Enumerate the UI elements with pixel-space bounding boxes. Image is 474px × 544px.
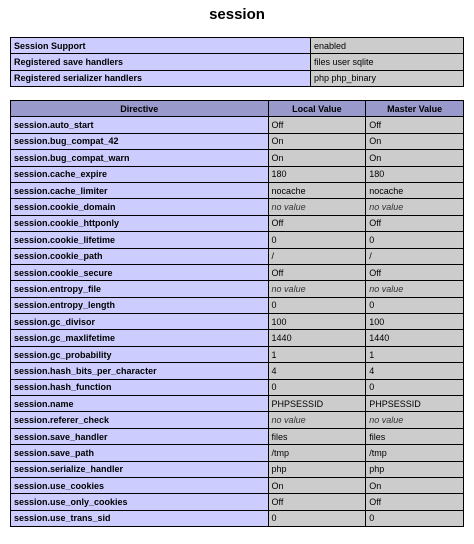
- local-value: 0: [268, 510, 366, 526]
- local-value: On: [268, 150, 366, 166]
- directive-name: session.serialize_handler: [11, 461, 269, 477]
- directive-name: session.name: [11, 396, 269, 412]
- directive-name: session.cookie_domain: [11, 199, 269, 215]
- table-row: [11, 281, 464, 297]
- table-row: [11, 215, 464, 231]
- table-row: [11, 346, 464, 362]
- directive-name: session.save_handler: [11, 428, 269, 444]
- master-value: On: [366, 477, 464, 493]
- local-value: PHPSESSID: [268, 396, 366, 412]
- directive-name: session.bug_compat_42: [11, 133, 269, 149]
- table-row: [11, 445, 464, 461]
- local-value: no value: [268, 412, 366, 428]
- table-row: [11, 461, 464, 477]
- local-value: 1: [268, 346, 366, 362]
- table-row: [11, 264, 464, 280]
- local-value: 180: [268, 166, 366, 182]
- master-value: 0: [366, 297, 464, 313]
- page-title: session: [209, 6, 265, 23]
- table-header-row: [11, 101, 464, 117]
- directive-name: session.use_trans_sid: [11, 510, 269, 526]
- local-value: On: [268, 477, 366, 493]
- master-value: 100: [366, 314, 464, 330]
- table-row: [11, 117, 464, 133]
- header-master-value: Master Value: [366, 101, 464, 117]
- table-row: [11, 297, 464, 313]
- table-row: [11, 412, 464, 428]
- local-value: nocache: [268, 182, 366, 198]
- directive-name: session.save_path: [11, 445, 269, 461]
- table-row: [11, 428, 464, 444]
- local-value: no value: [268, 199, 366, 215]
- local-value: Off: [268, 264, 366, 280]
- local-value: 0: [268, 379, 366, 395]
- table-row: [11, 232, 464, 248]
- local-value: Off: [268, 494, 366, 510]
- master-value: no value: [366, 281, 464, 297]
- directive-name: session.gc_divisor: [11, 314, 269, 330]
- local-value: php: [268, 461, 366, 477]
- directive-name: session.entropy_file: [11, 281, 269, 297]
- local-value: 0: [268, 232, 366, 248]
- master-value: php: [366, 461, 464, 477]
- directive-name: session.gc_maxlifetime: [11, 330, 269, 346]
- table-row: [11, 379, 464, 395]
- directive-name: session.bug_compat_warn: [11, 150, 269, 166]
- directive-name: session.cookie_lifetime: [11, 232, 269, 248]
- table-row: [11, 510, 464, 526]
- table-row: [11, 396, 464, 412]
- local-value: Off: [268, 215, 366, 231]
- table-row: [11, 182, 464, 198]
- master-value: 0: [366, 379, 464, 395]
- master-value: PHPSESSID: [366, 396, 464, 412]
- directive-name: session.entropy_length: [11, 297, 269, 313]
- session-summary-table: [10, 37, 464, 87]
- directive-name: session.cache_limiter: [11, 182, 269, 198]
- table-row: [11, 314, 464, 330]
- master-value: 1: [366, 346, 464, 362]
- local-value: On: [268, 133, 366, 149]
- table-row: [11, 199, 464, 215]
- summary-key: Session Support: [11, 38, 311, 54]
- local-value: 100: [268, 314, 366, 330]
- table-row: [11, 166, 464, 182]
- local-value: files: [268, 428, 366, 444]
- header-local-value: Local Value: [268, 101, 366, 117]
- master-value: 0: [366, 232, 464, 248]
- master-value: 180: [366, 166, 464, 182]
- summary-value: php php_binary: [311, 70, 464, 86]
- master-value: no value: [366, 199, 464, 215]
- directive-name: session.cookie_secure: [11, 264, 269, 280]
- table-row: [11, 133, 464, 149]
- master-value: Off: [366, 117, 464, 133]
- local-value: Off: [268, 117, 366, 133]
- summary-value: files user sqlite: [311, 54, 464, 70]
- master-value: On: [366, 133, 464, 149]
- header-directive: Directive: [11, 101, 269, 117]
- session-directives-table: [10, 100, 464, 527]
- directive-name: session.auto_start: [11, 117, 269, 133]
- table-row: [11, 150, 464, 166]
- summary-value: enabled: [311, 38, 464, 54]
- master-value: Off: [366, 494, 464, 510]
- table-row: [11, 248, 464, 264]
- directive-name: session.use_cookies: [11, 477, 269, 493]
- local-value: /tmp: [268, 445, 366, 461]
- directive-name: session.cache_expire: [11, 166, 269, 182]
- local-value: 4: [268, 363, 366, 379]
- master-value: 4: [366, 363, 464, 379]
- directive-name: session.hash_function: [11, 379, 269, 395]
- directive-name: session.cookie_path: [11, 248, 269, 264]
- summary-key: Registered save handlers: [11, 54, 311, 70]
- master-value: 1440: [366, 330, 464, 346]
- master-value: Off: [366, 215, 464, 231]
- table-row: [11, 494, 464, 510]
- table-row: [11, 54, 464, 70]
- directive-name: session.gc_probability: [11, 346, 269, 362]
- master-value: files: [366, 428, 464, 444]
- summary-key: Registered serializer handlers: [11, 70, 311, 86]
- master-value: 0: [366, 510, 464, 526]
- directive-name: session.referer_check: [11, 412, 269, 428]
- local-value: no value: [268, 281, 366, 297]
- table-row: [11, 38, 464, 54]
- table-row: [11, 363, 464, 379]
- master-value: /: [366, 248, 464, 264]
- master-value: no value: [366, 412, 464, 428]
- directive-name: session.hash_bits_per_character: [11, 363, 269, 379]
- local-value: 0: [268, 297, 366, 313]
- table-row: [11, 477, 464, 493]
- master-value: On: [366, 150, 464, 166]
- master-value: nocache: [366, 182, 464, 198]
- master-value: Off: [366, 264, 464, 280]
- directive-name: session.cookie_httponly: [11, 215, 269, 231]
- local-value: 1440: [268, 330, 366, 346]
- local-value: /: [268, 248, 366, 264]
- directive-name: session.use_only_cookies: [11, 494, 269, 510]
- table-row: [11, 70, 464, 86]
- master-value: /tmp: [366, 445, 464, 461]
- table-row: [11, 330, 464, 346]
